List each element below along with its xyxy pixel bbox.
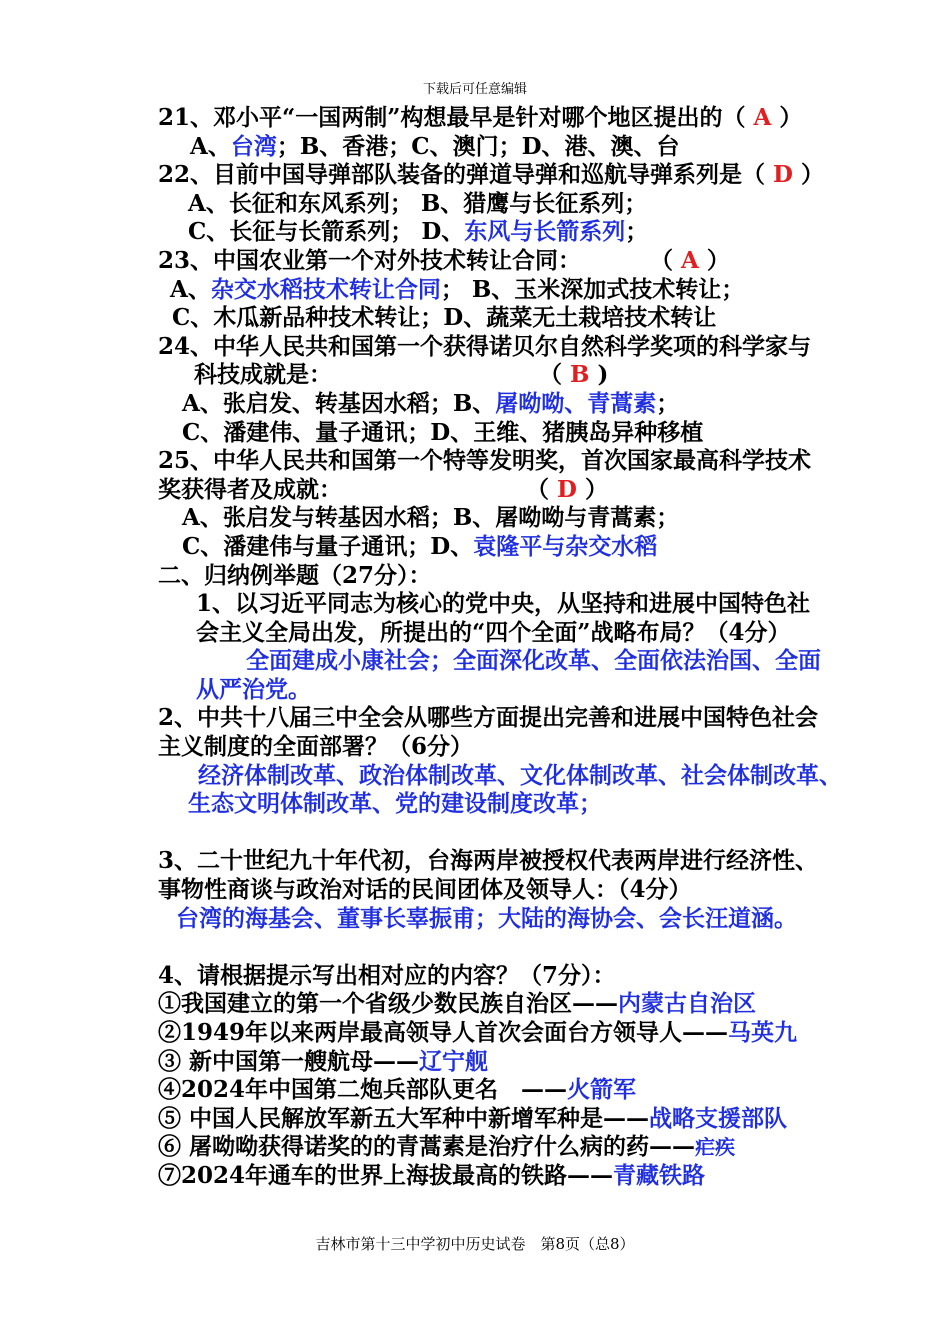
list-item: ①我国建立的第一个省级少数民族自治区——内蒙古自治区 — [158, 990, 756, 1018]
answer-text: 青藏铁路 — [613, 1161, 706, 1189]
list-item: ⑥ 屠呦呦获得诺奖的的青蒿素是治疗什么病的药——疟疾 — [158, 1133, 736, 1161]
short-answer-3-q1: 3、二十世纪九十年代初，台海两岸被授权代表两岸进行经济性、 — [158, 847, 819, 875]
page-header: 下载后可任意编辑 — [422, 82, 527, 97]
question-25: 25、中华人民共和国第一个特等发明奖，首次国家最高科学技术 — [158, 447, 812, 475]
question-23-options-2: C、木瓜新品种技术转让；D、蔬菜无土栽培技术转让 — [172, 304, 717, 332]
answer-text: 东风与长箭系列 — [464, 218, 626, 246]
answer-text: 疟疾 — [695, 1135, 736, 1160]
short-answer-3-q2: 事物性商谈与政治对话的民间团体及领导人：（4分） — [158, 876, 692, 904]
list-item: ④2024年中国第二炮兵部队更名 ——火箭军 — [158, 1076, 637, 1104]
list-item: ③ 新中国第一艘航母——辽宁舰 — [158, 1047, 489, 1075]
spacer — [158, 933, 918, 962]
question-24-options-1: A、张启发、转基因水稻；B、屠呦呦、青蒿素； — [182, 389, 680, 417]
question-24-options-2: C、潘建伟、量子通讯；D、王维、猪胰岛异种移植 — [182, 418, 704, 446]
list-item: ②1949年以来两岸最高领导人首次会面台方领导人——马英九 — [158, 1019, 798, 1046]
answer-text: 台湾 — [230, 132, 277, 160]
answer-25: D — [557, 475, 577, 503]
spacer — [158, 819, 918, 848]
answer-text: 辽宁舰 — [419, 1047, 489, 1075]
answer-21: A — [753, 104, 772, 131]
question-21: 21、邓小平“一国两制”构想最早是针对哪个地区提出的（ A ） — [158, 104, 803, 131]
list-item: ⑤ 中国人民解放军新五大军种中新增军种是——战略支援部队 — [158, 1104, 788, 1132]
question-21-options: A、台湾；B、香港；C、澳门；D、港、澳、台 — [190, 132, 680, 160]
answer-text: 杂交水稻技术转让合同 — [210, 275, 441, 303]
short-answer-4-title: 4、请根据提示写出相对应的内容？（7分）： — [158, 961, 616, 989]
page-footer: 吉林市第十三中学初中历史试卷 第8页（总8） — [315, 1235, 635, 1253]
answer-text: 火箭军 — [567, 1076, 637, 1104]
question-22-options-1: A、长征和东风系列； B、猎鹰与长征系列； — [188, 189, 648, 217]
answer-text: 马英九 — [728, 1019, 798, 1046]
short-answer-3-a1: 台湾的海基会、董事长辜振甫；大陆的海协会、会长汪道涵。 — [176, 904, 797, 932]
short-answer-1-q2: 会主义全局出发，所提出的“四个全面”战略布局？（4分） — [196, 618, 791, 646]
exam-content — [158, 104, 918, 1191]
question-22: 22、目前中国导弹部队装备的弹道导弹和巡航导弹系列是（ D ） — [158, 161, 824, 189]
short-answer-1-q1: 1、以习近平同志为核心的党中央，从坚持和进展中国特色社 — [196, 590, 811, 618]
question-24-line2: 科技成就是： （ B ) — [194, 361, 609, 389]
short-answer-2-q1: 2、中共十八届三中全会从哪些方面提出完善和进展中国特色社会 — [158, 704, 819, 732]
answer-text: 内蒙古自治区 — [618, 990, 756, 1018]
question-23: 23、中国农业第一个对外技术转让合同： （ A ） — [158, 246, 730, 274]
question-23-options-1: A、杂交水稻技术转让合同； B、玉米深加式技术转让； — [170, 275, 745, 303]
short-answer-1-a2: 从严治党。 — [196, 675, 311, 703]
question-25-options-2: C、潘建伟与量子通讯；D、袁隆平与杂交水稻 — [182, 532, 658, 560]
list-item: ⑦2024年通车的世界上海拔最高的铁路——青藏铁路 — [158, 1161, 706, 1189]
question-25-options-1: A、张启发与转基因水稻；B、屠呦呦与青蒿素； — [182, 504, 680, 532]
answer-text: 战略支援部队 — [649, 1104, 788, 1132]
answer-text: 屠呦呦、青蒿素 — [495, 389, 657, 417]
question-24: 24、中华人民共和国第一个获得诺贝尔自然科学奖项的科学家与 — [158, 332, 812, 360]
short-answer-2-a1: 经济体制改革、政治体制改革、文化体制改革、社会体制改革、 — [198, 761, 842, 789]
question-22-options-2: C、长征与长箭系列； D、东风与长箭系列； — [188, 218, 649, 246]
short-answer-2-a2: 生态文明体制改革、党的建设制度改革； — [188, 790, 602, 818]
section-2-title: 二、归纳例举题（27分）： — [158, 561, 432, 589]
answer-23: A — [681, 246, 699, 274]
short-answer-2-q2: 主义制度的全面部署？（6分） — [158, 733, 474, 761]
short-answer-1-a1: 全面建成小康社会；全面深化改革、全面依法治国、全面 — [246, 647, 821, 675]
answer-22: D — [773, 161, 793, 189]
answer-24: B — [570, 361, 590, 389]
answer-text: 袁隆平与杂交水稻 — [473, 532, 658, 560]
question-25-line2: 奖获得者及成就： （ D ） — [158, 475, 608, 503]
